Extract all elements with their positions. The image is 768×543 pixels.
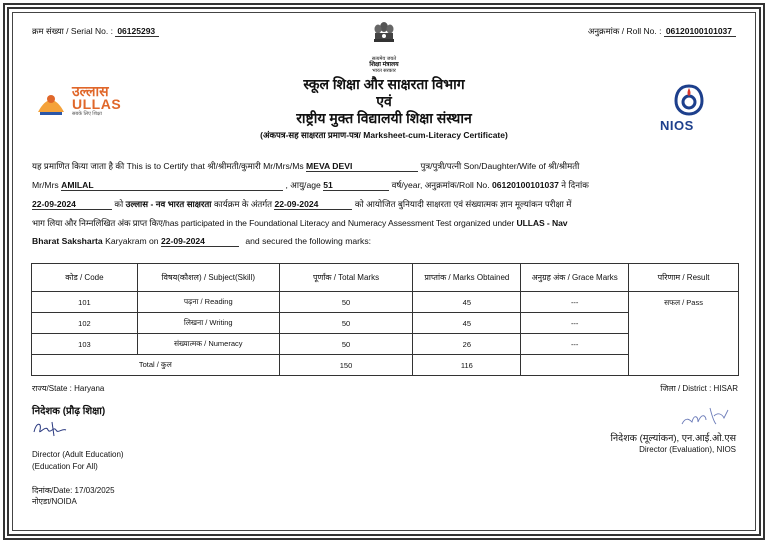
director-adult-education: Director (Adult Education) (Education For All) [32,450,124,471]
body-line-2: Mr/Mrs AMILAL , आयु/age 51 वर्ष/year, अनुक्रमांक/Roll No. 06120100101037 ने दिनांक [32,180,589,190]
marks-table [31,263,739,376]
header-code: कोड / Code [32,264,138,292]
date-2: 22-09-2024 [274,199,352,210]
signature-adult-education [30,418,74,440]
table-row: 101 पढ़ना / Reading 50 45 --- सफल / Pass [32,292,739,313]
director-adult-education-hindi: निदेशक (प्रौढ़ शिक्षा) [32,406,106,417]
table-header-row [32,264,739,292]
date-1: 22-09-2024 [32,199,112,210]
page-title: स्कूल शिक्षा और साक्षरता विभाग एवं राष्ट्रीय मुक्त विद्यालयी शिक्षा संस्थान [296,76,472,126]
header-grace-marks: अनुग्रह अंक / Grace Marks [521,264,629,292]
program-name: उल्लास - नव भारत साक्षरता [125,199,212,209]
ullas-emblem-icon [34,84,68,118]
result-cell: सफल / Pass [629,292,739,376]
page-subtitle: (अंकपत्र-सह साक्षरता प्रमाण-पत्र/ Marksheet-cum-Literacy Certificate) [260,130,508,140]
candidate-roll: 06120100101037 [491,180,559,190]
date-3: 22-09-2024 [161,236,239,247]
header-result: परिणाम / Result [629,264,739,292]
header-total-marks: पूर्णांक / Total Marks [279,264,413,292]
table-row: 102 लिखना / Writing 50 45 --- [32,313,739,334]
header-subject: विषय(कौशल) / Subject(Skill) [137,264,279,292]
total-obtained: 116 [413,355,521,376]
serial-number: क्रम संख्या / Serial No. : 06125293 [32,26,159,37]
national-emblem-icon [370,20,398,54]
body-line-4: भाग लिया और निम्नलिखित अंक प्राप्त किए/has participated in the Foundational Literacy and Numeracy Assessment Test organized under ULLAS - Nav [32,218,568,228]
table-row: 103 संख्यात्मक / Numeracy 50 26 --- [32,334,739,355]
roll-value: 06120100101037 [664,26,736,37]
state-label: राज्य/State : Haryana [32,384,105,393]
emblem-caption: सत्यमेव जयते शिक्षा मंत्रालय भारत सरकार [369,56,399,74]
relative-name: AMILAL [61,180,283,191]
header-marks-obtained: प्राप्तांक / Marks Obtained [413,264,521,292]
district-label: जिला / District : HISAR [660,384,738,393]
director-evaluation: निदेशक (मूल्यांकन), एन.आई.ओ.एस Director (Evaluation), NIOS [610,433,736,454]
candidate-name: MEVA DEVI [306,161,418,172]
issue-date-place: दिनांक/Date: 17/03/2025 नोएडा/NOIDA [32,486,115,506]
ullas-logo: उल्लास ULLAS सबके लिए शिक्षा [34,84,136,118]
body-line-3: 22-09-2024 को उल्लास - नव भारत साक्षरता कार्यक्रम के अंतर्गत 22-09-2024 को आयोजित बुनियादी साक्षरता एवं संख्यात्मक ज्ञान मूल्यांकन परीक्षा में [32,199,572,209]
body-line-5: Bharat Saksharta Karyakram on 22-09-2024 and secured the following marks: [32,236,372,246]
signature-director-evaluation [676,402,736,432]
serial-value: 06125293 [115,26,159,37]
total-marks: 150 [279,355,413,376]
body-line-1: यह प्रमाणित किया जाता है की This is to Certify that श्री/श्रीमती/कुमारी Mr/Mrs/Ms MEVA DEVI पुत्र/पुत्री/पत्नी Son/Daughter/Wife of श्री/श्रीमती [32,161,580,171]
candidate-age: 51 [323,180,389,191]
nios-logo: NIOS [654,84,724,136]
roll-number: अनुक्रमांक / Roll No. : 06120100101037 [588,26,736,37]
nios-emblem-icon [674,84,704,116]
total-label: Total / कुल [32,355,280,376]
